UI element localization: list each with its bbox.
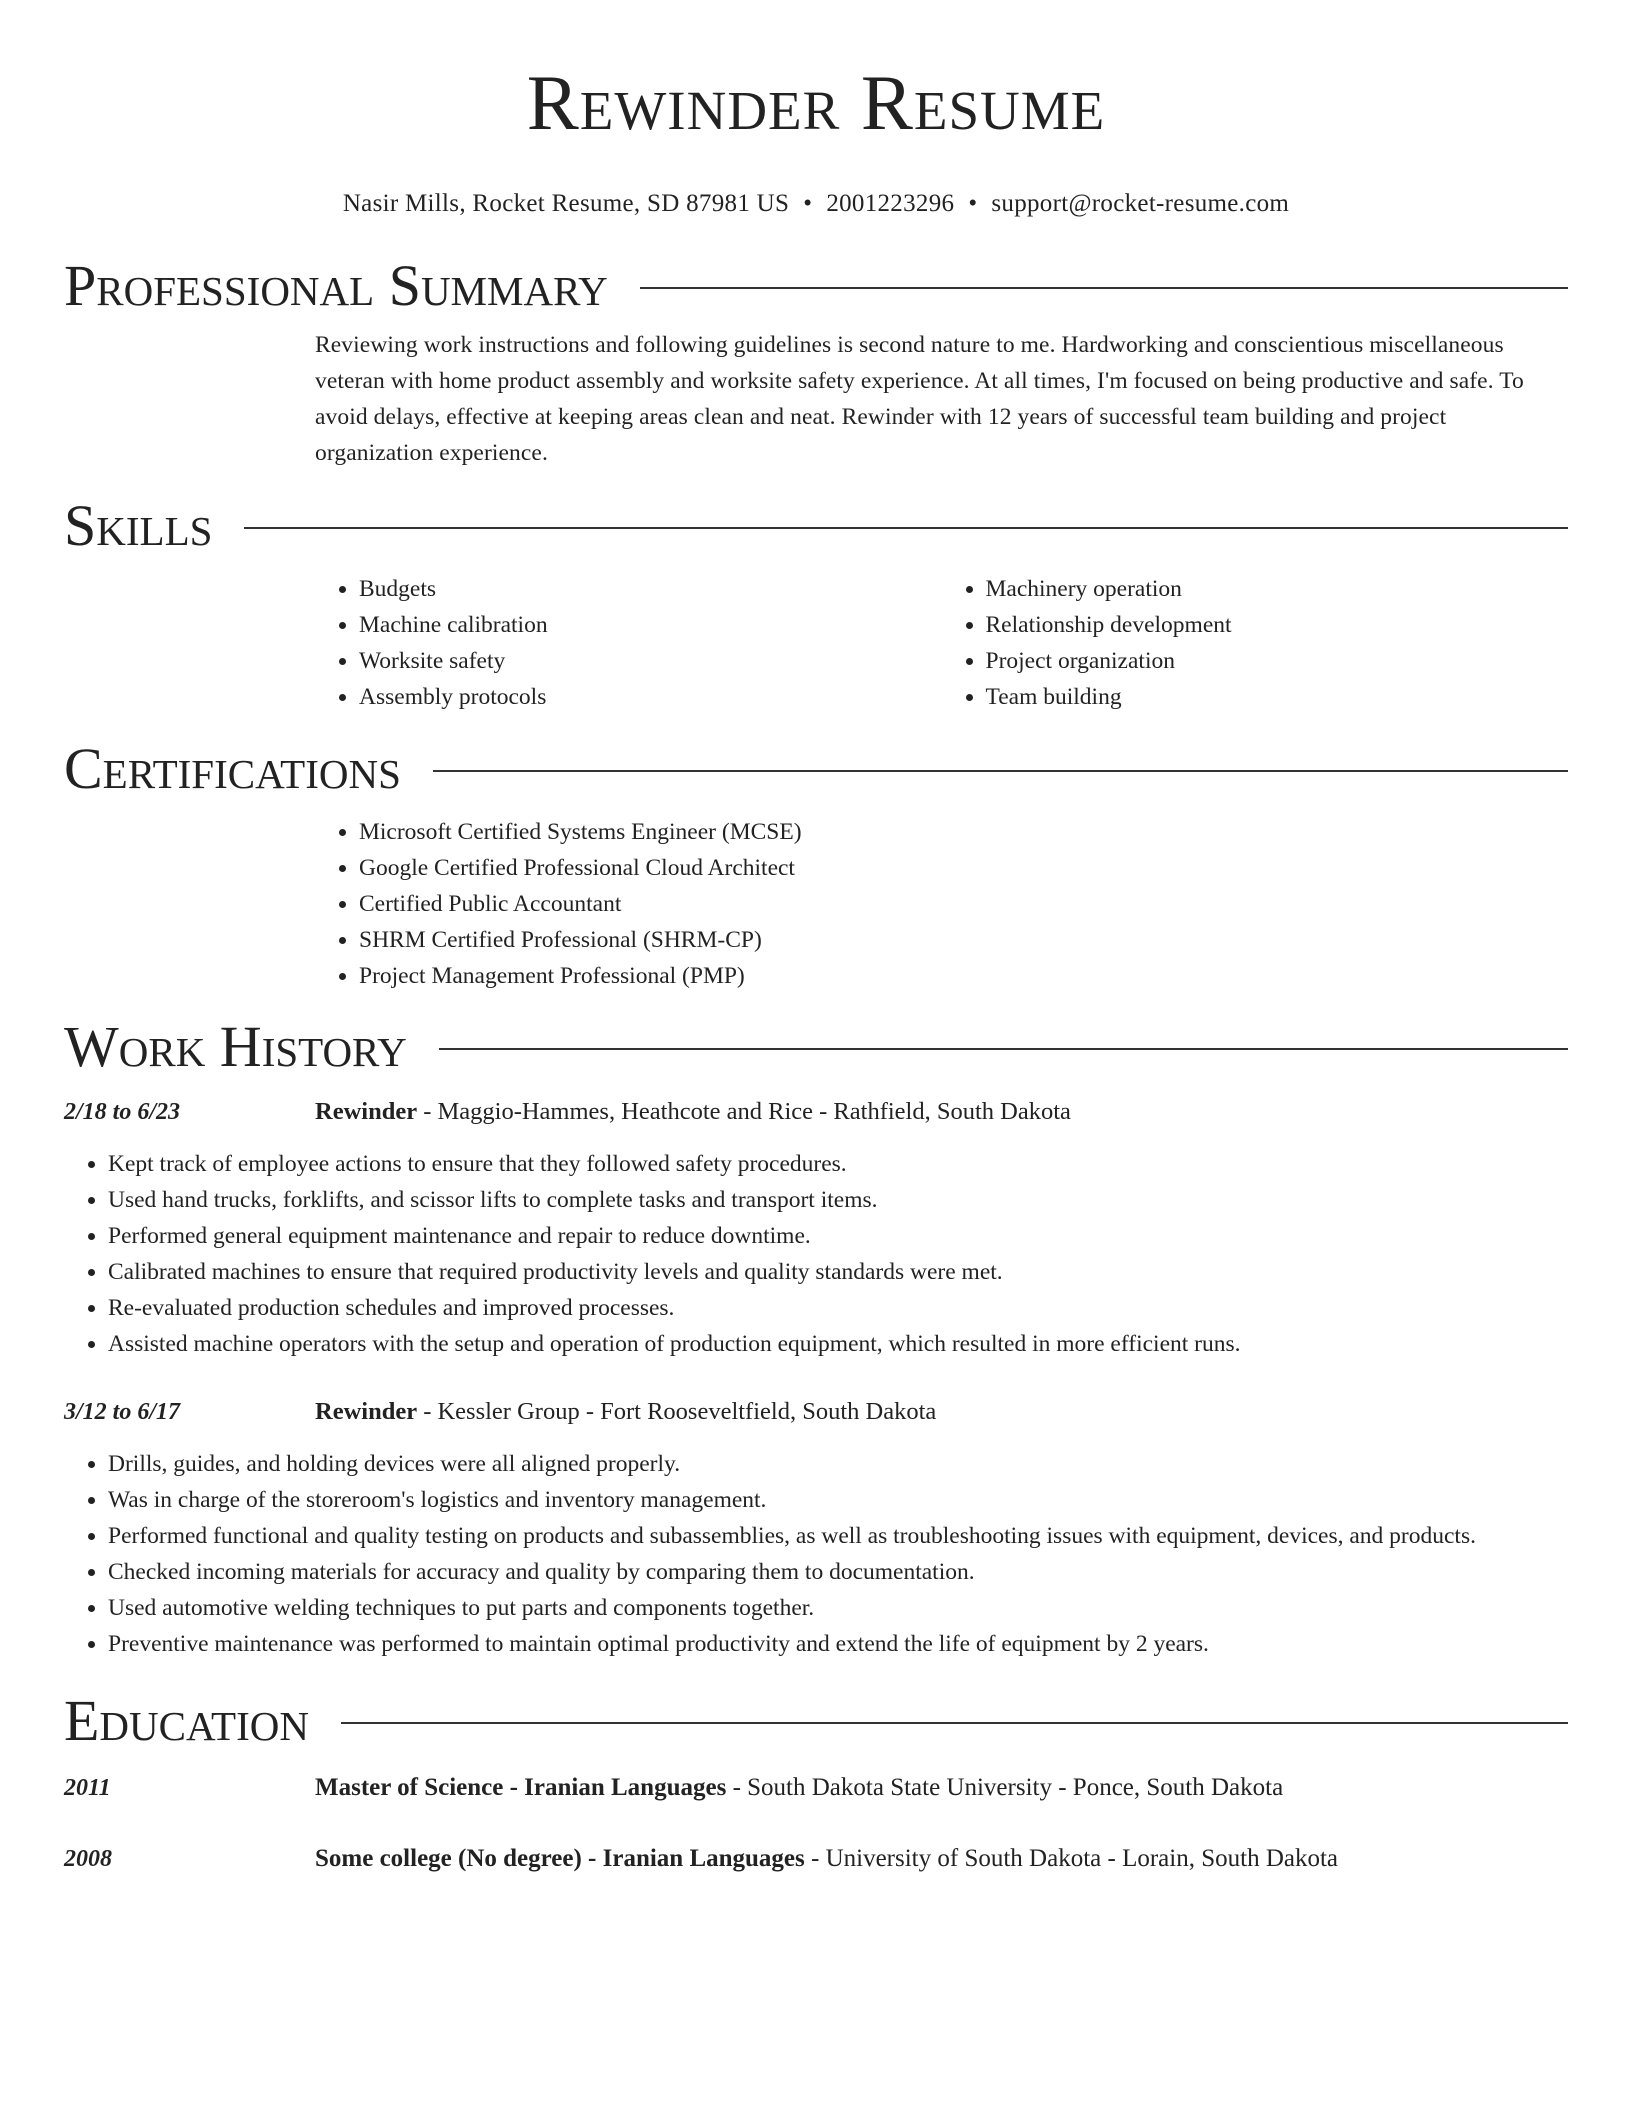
education-year: 2008 xyxy=(64,1846,112,1872)
education-heading xyxy=(315,1770,1283,1806)
section-heading: Professional Summary xyxy=(64,253,608,318)
job-heading xyxy=(315,1394,936,1430)
summary-section-header xyxy=(64,251,1568,321)
education-entry xyxy=(64,1770,1568,1806)
contact-line xyxy=(64,188,1568,220)
job-header xyxy=(64,1094,1568,1130)
work-section-header xyxy=(64,1012,1568,1082)
skill-item: • Machinery operation xyxy=(986,571,1569,607)
section-heading: Education xyxy=(64,1688,309,1753)
contact-phone: 2001223296 xyxy=(826,190,955,217)
job-title: Rewinder xyxy=(315,1098,418,1125)
skill-item: • Assembly protocols xyxy=(359,679,942,715)
job-title: Rewinder xyxy=(315,1398,418,1425)
skills-column-right xyxy=(942,571,1569,715)
section-heading: Certifications xyxy=(64,736,401,801)
job-bullet: • Performed general equipment maintenance and repair to reduce downtime. xyxy=(108,1218,1568,1254)
job-bullet: • Used hand trucks, forklifts, and scissor lifts to complete tasks and transport items. xyxy=(108,1182,1568,1218)
education-entry xyxy=(64,1841,1568,1877)
job-details: - Maggio-Hammes, Heathcote and Rice - Rathfield, South Dakota xyxy=(417,1098,1071,1125)
job-bullet: • Drills, guides, and holding devices were all aligned properly. xyxy=(108,1446,1568,1482)
certification-item: • SHRM Certified Professional (SHRM-CP) xyxy=(359,922,1568,958)
job-header xyxy=(64,1394,1568,1430)
skill-item: • Budgets xyxy=(359,571,942,607)
job-bullet: • Re-evaluated production schedules and improved processes. xyxy=(108,1290,1568,1326)
skills-column-left xyxy=(315,571,942,715)
job-bullet: • Checked incoming materials for accuracy and quality by comparing them to documentation. xyxy=(108,1554,1568,1590)
summary-text: Reviewing work instructions and following guidelines is second nature to me. Hardworking and conscientious miscellaneous veteran with home product assembly and worksite safety experience. At all times, I'm focused on being productive and safe. To avoid delays, effective at keeping areas clean and neat. Rewinder with 12 years of successful team building and project organization experience. xyxy=(315,332,1524,466)
certifications-content xyxy=(315,814,1568,994)
education-year: 2011 xyxy=(64,1775,111,1801)
skills-section-header xyxy=(64,491,1568,561)
job-bullet: • Was in charge of the storeroom's logistics and inventory management. xyxy=(108,1482,1568,1518)
contact-address: Nasir Mills, Rocket Resume, SD 87981 US xyxy=(342,190,790,217)
contact-email[interactable]: support@rocket-resume.com xyxy=(991,190,1290,217)
certification-item: • Project Management Professional (PMP) xyxy=(359,958,1568,994)
job-bullet: • Calibrated machines to ensure that required productivity levels and quality standards were met. xyxy=(108,1254,1568,1290)
job-details: - Kessler Group - Fort Rooseveltfield, South Dakota xyxy=(417,1398,937,1425)
section-heading: Work History xyxy=(64,1014,407,1079)
job-entry xyxy=(64,1094,1568,1362)
certifications-section-header xyxy=(64,734,1568,804)
education-degree: Master of Science - Iranian Languages xyxy=(315,1774,727,1801)
job-heading xyxy=(315,1094,1071,1130)
section-heading: Skills xyxy=(64,493,213,558)
education-details: - South Dakota State University - Ponce, South Dakota xyxy=(726,1774,1284,1801)
job-bullet: • Preventive maintenance was performed to maintain optimal productivity and extend the life of equipment by 2 years. xyxy=(108,1626,1568,1662)
job-bullets xyxy=(64,1146,1568,1362)
certification-item: • Microsoft Certified Systems Engineer (MCSE) xyxy=(359,814,1568,850)
skill-item: • Worksite safety xyxy=(359,643,942,679)
skill-item: • Machine calibration xyxy=(359,607,942,643)
education-section-header xyxy=(64,1686,1568,1756)
education-details: - University of South Dakota - Lorain, South Dakota xyxy=(804,1845,1339,1872)
certification-item: • Google Certified Professional Cloud Architect xyxy=(359,850,1568,886)
skill-item: • Relationship development xyxy=(986,607,1569,643)
section-divider xyxy=(640,287,1568,289)
certifications-list xyxy=(315,814,1568,994)
section-divider xyxy=(244,527,1568,529)
resume-page xyxy=(64,0,1568,1877)
job-dates: 2/18 to 6/23 xyxy=(64,1099,181,1125)
section-divider xyxy=(433,770,1568,772)
job-bullet: • Kept track of employee actions to ensure that they followed safety procedures. xyxy=(108,1146,1568,1182)
job-dates: 3/12 to 6/17 xyxy=(64,1399,181,1425)
certification-item: • Certified Public Accountant xyxy=(359,886,1568,922)
skill-item: • Team building xyxy=(986,679,1569,715)
job-bullet: • Assisted machine operators with the setup and operation of production equipment, which resulted in more efficient runs. xyxy=(108,1326,1568,1362)
contact-separator: • xyxy=(803,190,813,217)
section-divider xyxy=(439,1048,1568,1050)
job-bullets xyxy=(64,1446,1568,1662)
job-bullet: • Used automotive welding techniques to put parts and components together. xyxy=(108,1590,1568,1626)
section-divider xyxy=(341,1722,1568,1724)
education-degree: Some college (No degree) - Iranian Languages xyxy=(315,1845,805,1872)
page-title: Rewinder Resume xyxy=(526,59,1106,146)
education-heading xyxy=(315,1841,1338,1877)
job-bullet: • Performed functional and quality testing on products and subassemblies, as well as troubleshooting issues with equipment, devices, and products. xyxy=(108,1518,1568,1554)
summary-content xyxy=(315,327,1568,471)
skills-list xyxy=(315,571,1568,715)
skill-item: • Project organization xyxy=(986,643,1569,679)
contact-separator: • xyxy=(968,190,978,217)
job-entry xyxy=(64,1394,1568,1662)
